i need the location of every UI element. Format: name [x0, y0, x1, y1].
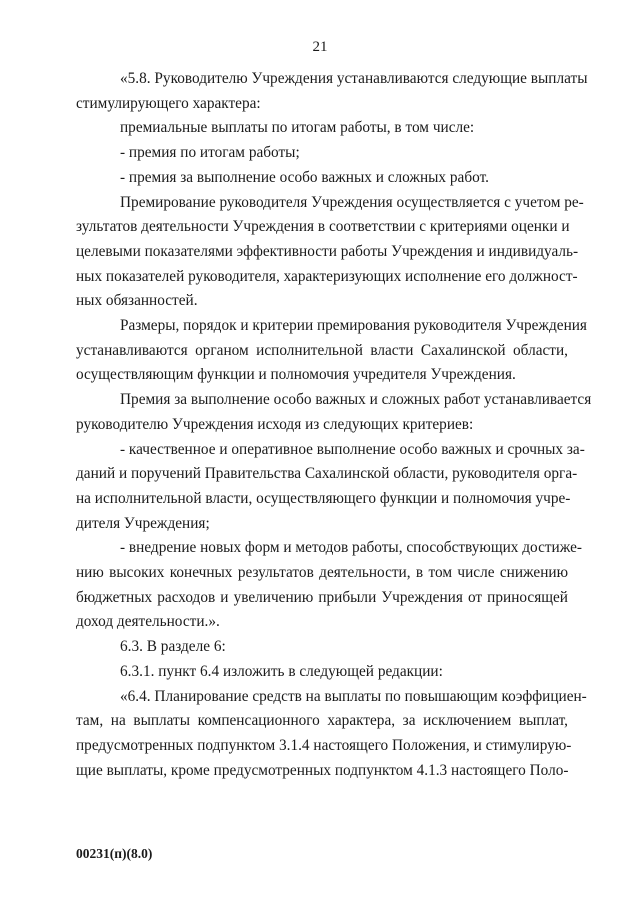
text-line: 6.3.1. пункт 6.4 изложить в следующей редакции:: [120, 662, 443, 680]
text-line: Премия за выполнение особо важных и сложных работ устанавливается: [120, 391, 592, 409]
text-line: устанавливаются органом исполнительной власти Сахалинской области,: [76, 341, 568, 359]
text-line: на исполнительной власти, осуществляющего функции и полномочия учре-: [76, 489, 571, 507]
text-line: бюджетных расходов и увеличению прибыли Учреждения от приносящей: [76, 588, 568, 606]
text-line: премиальные выплаты по итогам работы, в том числе:: [120, 119, 475, 137]
text-line: руководителю Учреждения исходя из следующих критериев:: [76, 415, 474, 433]
text-line: там, на выплаты компенсационного характера, за исключением выплат,: [76, 712, 568, 730]
text-line: предусмотренных подпунктом 3.1.4 настоящего Положения, и стимулирую-: [76, 736, 572, 754]
text-line: «6.4. Планирование средств на выплаты по повышающим коэффициен-: [120, 687, 587, 705]
text-line: стимулирующего характера:: [76, 94, 261, 112]
text-line: доход деятельности.».: [76, 613, 220, 631]
page-number: 21: [312, 39, 328, 55]
text-line: дителя Учреждения;: [76, 514, 210, 532]
text-line: нию высоких конечных результатов деятельности, в том числе снижению: [76, 564, 568, 582]
text-line: Размеры, порядок и критерии премирования руководителя Учреждения: [120, 317, 587, 335]
text-line: осуществляющим функции и полномочия учредителя Учреждения.: [76, 366, 516, 384]
text-line: - внедрение новых форм и методов работы, способствующих достиже-: [120, 539, 582, 557]
text-line: Премирование руководителя Учреждения осуществляется с учетом ре-: [120, 193, 584, 211]
text-line: даний и поручений Правительства Сахалинской области, руководителя орга-: [76, 465, 578, 483]
text-line: 6.3. В разделе 6:: [120, 638, 226, 656]
text-line: зультатов деятельности Учреждения в соответствии с критериями оценки и: [76, 218, 570, 236]
text-line: ных обязанностей.: [76, 292, 198, 310]
document-footer-code: 00231(п)(8.0): [76, 846, 153, 861]
text-line: - премия по итогам работы;: [120, 144, 300, 162]
text-line: целевыми показателями эффективности работы Учреждения и индивидуаль-: [76, 242, 579, 260]
document-body: [76, 67, 592, 783]
text-line: «5.8. Руководителю Учреждения устанавливаются следующие выплаты: [120, 70, 588, 87]
text-line: ных показателей руководителя, характеризующих исполнение его должност-: [76, 267, 578, 285]
text-line: - качественное и оперативное выполнение особо важных и срочных за-: [120, 440, 585, 458]
text-line: щие выплаты, кроме предусмотренных подпунктом 4.1.3 настоящего Поло-: [76, 761, 569, 779]
text-line: - премия за выполнение особо важных и сложных работ.: [120, 168, 489, 186]
